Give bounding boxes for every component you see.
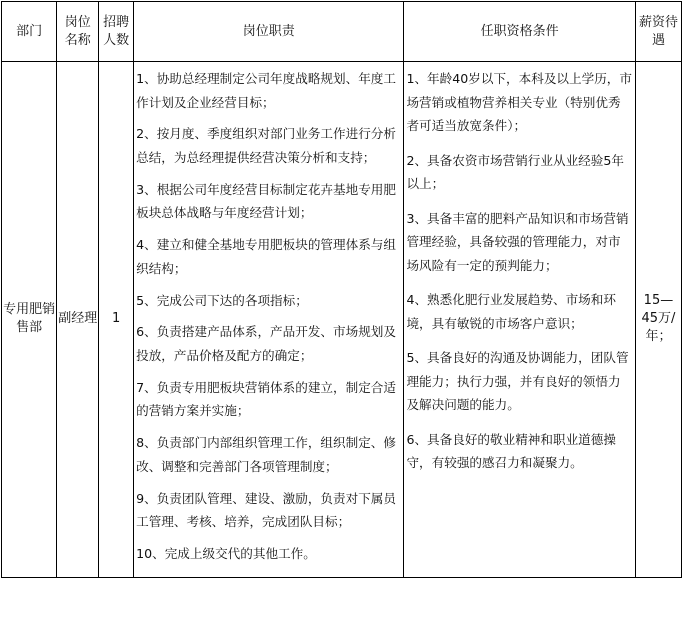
duty-item: 10、完成上级交代的其他工作。 <box>136 546 316 562</box>
duty-item: 5、完成公司下达的各项指标； <box>136 292 308 308</box>
requirement-item: 2、具备农资市场营销行业从业经验5年以上； <box>406 152 624 191</box>
requirement-item: 4、熟悉化肥行业发展趋势、市场和环境，具有敏锐的市场客户意识； <box>406 292 616 331</box>
duty-item: 3、根据公司年度经营目标制定花卉基地专用肥板块总体战略与年度经营计划； <box>136 181 396 221</box>
department-cell: 专用肥销售部 <box>2 62 57 578</box>
duty-item: 7、负责专用肥板块营销体系的建立，制定合适的营销方案并实施； <box>136 379 396 419</box>
position-cell: 副经理 <box>57 62 99 578</box>
duty-item: 8、负责部门内部组织管理工作，组织制定、修改、调整和完善部门各项管理制度； <box>136 435 396 474</box>
header-department: 部门 <box>2 2 57 62</box>
duty-item: 2、按月度、季度组织对部门业务工作进行分析总结，为总经理提供经营决策分析和支持； <box>136 126 396 165</box>
header-salary: 薪资待遇 <box>635 2 681 62</box>
header-row <box>2 2 682 62</box>
header-position: 岗位名称 <box>57 2 99 62</box>
table-row <box>2 62 682 578</box>
duty-item: 9、负责团队管理、建设、激励，负责对下属员工管理、考核、培养，完成团队目标； <box>136 490 396 530</box>
requirements-list <box>404 62 634 489</box>
requirement-item: 6、具备良好的敬业精神和职业道德操守，有较强的感召力和凝聚力。 <box>406 431 616 470</box>
requirement-item: 1、年龄40岁以下，本科及以上学历，市场营销或植物营养相关专业（特别优秀者可适当放宽条件）； <box>406 71 632 133</box>
header-duties: 岗位职责 <box>134 2 404 62</box>
duty-item: 4、建立和健全基地专用肥板块的管理体系与组织结构； <box>136 237 396 276</box>
duty-item: 1、协助总经理制定公司年度战略规划、年度工作计划及企业经营目标； <box>136 71 396 110</box>
requirements-cell <box>404 62 635 578</box>
duty-item: 6、负责搭建产品体系，产品开发、市场规划及投放，产品价格及配方的确定； <box>136 324 396 363</box>
headcount-cell: 1 <box>99 62 134 578</box>
requirement-item: 3、具备丰富的肥料产品知识和市场营销管理经验，具备较强的管理能力，对市场风险有一定的预判能力； <box>406 210 629 273</box>
duties-cell <box>134 62 404 578</box>
requirement-item: 5、具备良好的沟通及协调能力，团队管理能力；执行力强，并有良好的领悟力及解决问题的能力。 <box>406 350 629 412</box>
salary-cell: 15—45万/年； <box>635 62 681 578</box>
duties-list <box>134 62 403 577</box>
header-headcount: 招聘人数 <box>99 2 134 62</box>
header-requirements: 任职资格条件 <box>404 2 635 62</box>
recruitment-table <box>1 1 682 578</box>
